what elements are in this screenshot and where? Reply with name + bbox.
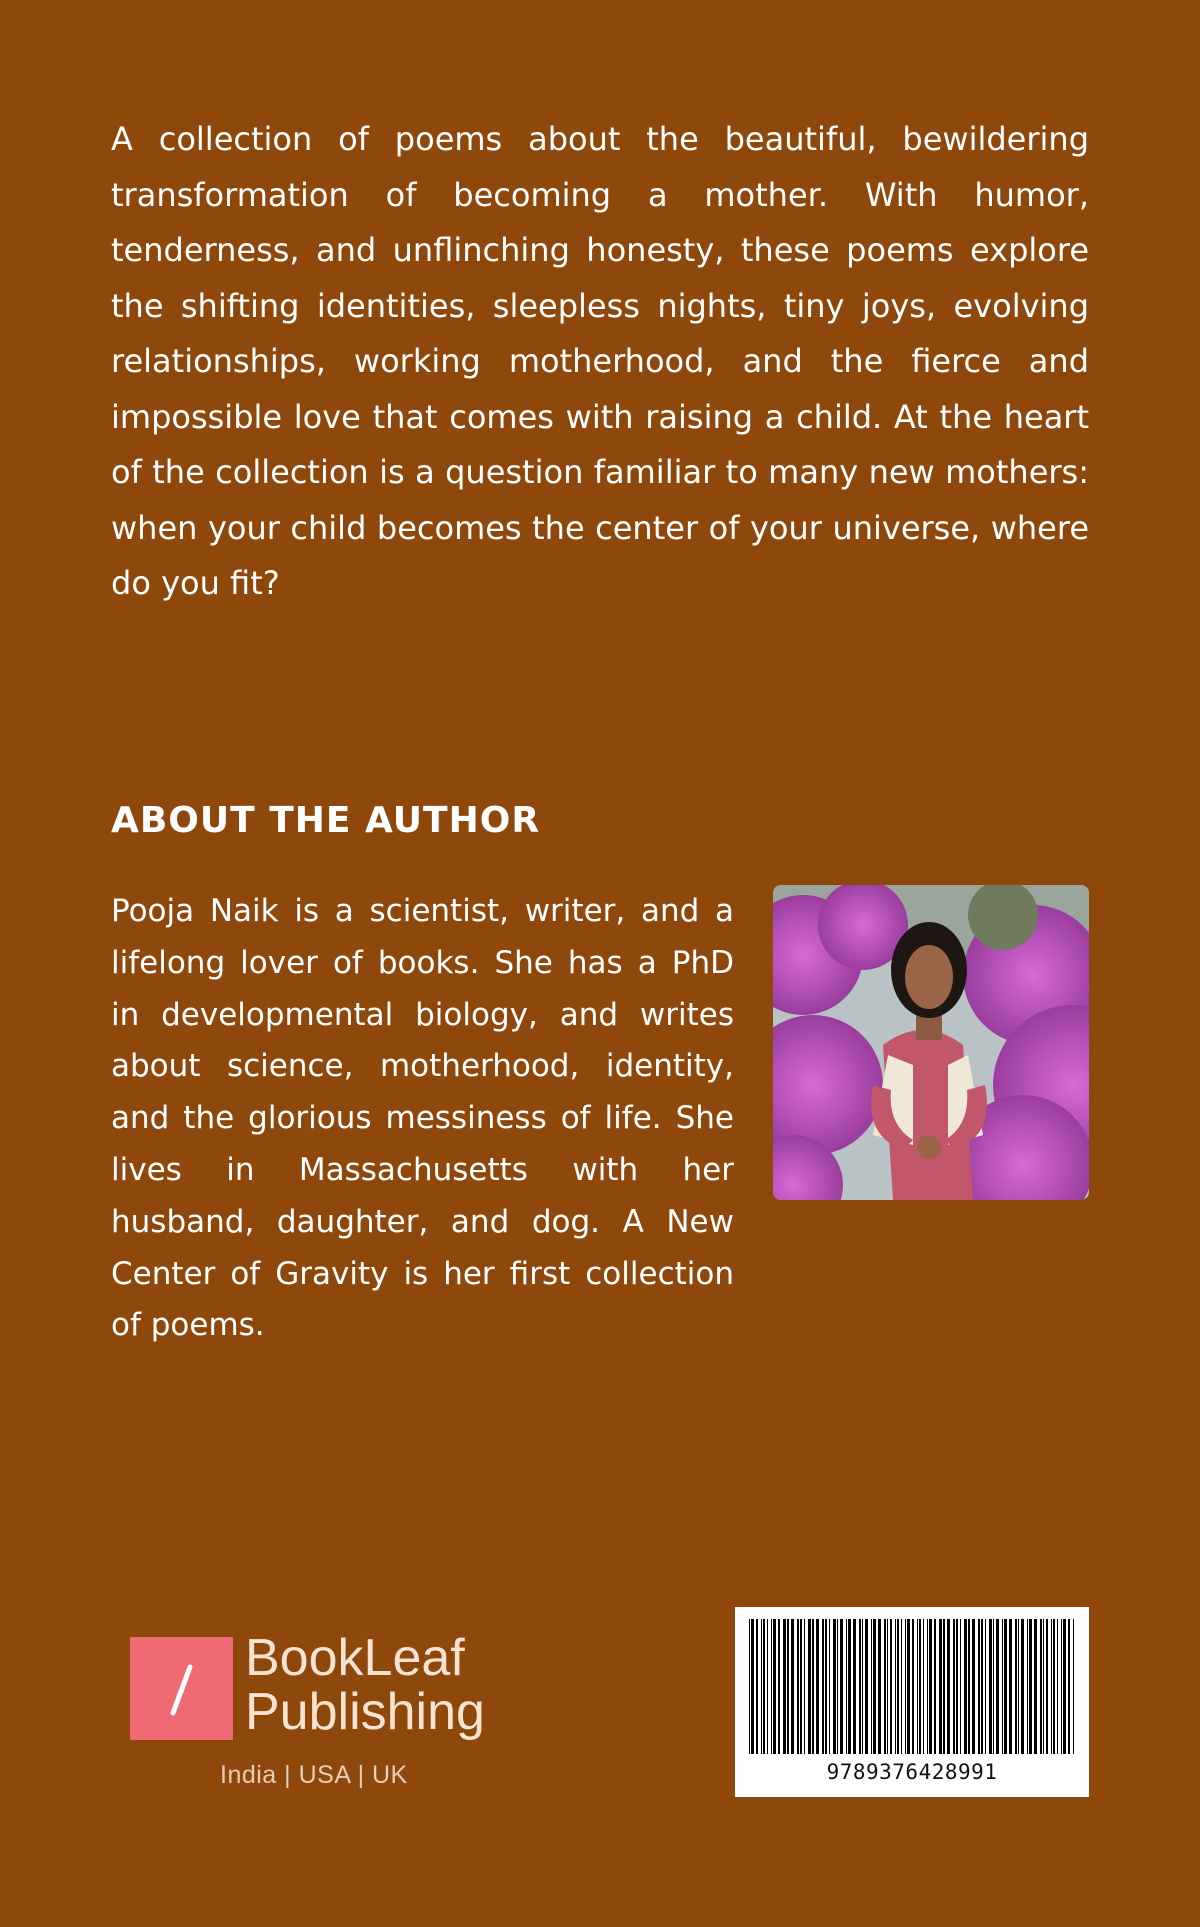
barcode-bar	[804, 1619, 805, 1754]
barcode-bar	[797, 1619, 799, 1754]
barcode-bar	[1034, 1619, 1037, 1754]
barcode-bar	[934, 1619, 936, 1754]
barcode-bar	[873, 1619, 876, 1754]
barcode-bar	[808, 1619, 811, 1754]
barcode-bar	[787, 1619, 789, 1754]
barcode-bar	[887, 1619, 888, 1754]
publisher-name	[245, 1631, 485, 1739]
barcode-bar	[771, 1619, 772, 1754]
barcode-bar	[943, 1619, 945, 1754]
barcode-bar	[1018, 1619, 1019, 1754]
barcode-bar	[761, 1619, 762, 1754]
barcode-bar	[919, 1619, 921, 1754]
barcode-bar	[905, 1619, 906, 1754]
barcode-bar	[972, 1619, 975, 1754]
barcode-bar	[1068, 1619, 1070, 1754]
barcode-bar	[767, 1619, 768, 1754]
barcode-bar	[812, 1619, 814, 1754]
barcode-bar	[773, 1619, 776, 1754]
barcode-bar	[968, 1619, 970, 1754]
isbn-barcode	[735, 1607, 1089, 1797]
barcode-bar	[960, 1619, 961, 1754]
barcode-bar	[929, 1619, 932, 1754]
barcode-bars	[735, 1607, 1089, 1757]
barcode-bar	[1027, 1619, 1028, 1754]
barcode-bar	[865, 1619, 868, 1754]
barcode-bar	[890, 1619, 892, 1754]
barcode-bar	[822, 1619, 824, 1754]
barcode-bar	[895, 1619, 896, 1754]
barcode-bar	[846, 1619, 847, 1754]
barcode-bar	[1009, 1619, 1012, 1754]
barcode-bar	[862, 1619, 863, 1754]
barcode-bar	[907, 1619, 910, 1754]
barcode-bar	[1021, 1619, 1024, 1754]
barcode-bar	[901, 1619, 902, 1754]
barcode-bar	[1057, 1619, 1058, 1754]
barcode-bar	[953, 1619, 955, 1754]
publisher-locations: India | USA | UK	[220, 1761, 408, 1789]
barcode-bar	[783, 1619, 786, 1754]
book-blurb: A collection of poems about the beautiful, bewildering transformation of becoming a mother. With humor, tenderness, and unflinching honesty, these poems explore the shifting identities, sleepless nights, tiny joys, evolving relationships, working motherhood, and the fierce and impossible love that comes with raising a child. At the heart of the collection is a question familiar to many new mothers: when your child becomes the center of your universe, where do you fit?	[111, 120, 1089, 602]
barcode-bar	[859, 1619, 861, 1754]
author-photo	[773, 885, 1089, 1200]
barcode-bar	[1043, 1619, 1044, 1754]
barcode-bar	[939, 1619, 942, 1754]
barcode-bar	[840, 1619, 843, 1754]
barcode-bar	[1063, 1619, 1066, 1754]
barcode-bar	[912, 1619, 914, 1754]
barcode-bar	[837, 1619, 838, 1754]
publisher-name-line2: Publishing	[245, 1683, 485, 1741]
author-bio: Pooja Naik is a scientist, writer, and a lifelong lover of books. She has a PhD in developmental biology, and writes about science, motherhood, identity, and the glorious messiness of life. She lives in Massachusetts with her husband, daughter, and dog. A New Center of Gravity is her first collection of poems.	[111, 893, 734, 1344]
barcode-bar	[897, 1619, 899, 1754]
barcode-bar	[816, 1619, 819, 1754]
author-photo-illustration	[773, 885, 1089, 1200]
barcode-bar	[1002, 1619, 1003, 1754]
barcode-bar	[749, 1619, 750, 1754]
barcode-bar	[825, 1619, 827, 1754]
barcode-bar	[1046, 1619, 1048, 1754]
barcode-bar	[1004, 1619, 1007, 1754]
barcode-bar	[985, 1619, 986, 1754]
barcode-bar	[993, 1619, 994, 1754]
barcode-bar	[1073, 1619, 1074, 1754]
barcode-bar	[871, 1619, 872, 1754]
barcode-bar	[800, 1619, 802, 1754]
barcode-bar	[833, 1619, 836, 1754]
barcode-bar	[848, 1619, 851, 1754]
barcode-bar	[917, 1619, 918, 1754]
barcode-bar	[756, 1619, 758, 1754]
barcode-bar	[981, 1619, 983, 1754]
publisher-logo	[130, 1629, 510, 1797]
barcode-bar	[989, 1619, 992, 1754]
barcode-bar	[853, 1619, 856, 1754]
barcode-bar	[1029, 1619, 1032, 1754]
isbn-number: 9789376428991	[826, 1760, 998, 1784]
barcode-bar	[778, 1619, 780, 1754]
barcode-bar	[1015, 1619, 1017, 1754]
barcode-bar	[1053, 1619, 1055, 1754]
slash-icon	[130, 1637, 233, 1740]
barcode-bar	[1040, 1619, 1042, 1754]
barcode-bar	[884, 1619, 886, 1754]
barcode-bar	[978, 1619, 980, 1754]
barcode-bar	[791, 1619, 794, 1754]
barcode-bar	[763, 1619, 765, 1754]
barcode-bar	[829, 1619, 830, 1754]
barcode-bar	[964, 1619, 967, 1754]
about-author-heading: ABOUT THE AUTHOR	[111, 800, 541, 841]
barcode-bar	[751, 1619, 754, 1754]
barcode-bar	[927, 1619, 928, 1754]
barcode-bar	[923, 1619, 924, 1754]
barcode-bar	[947, 1619, 950, 1754]
barcode-bar	[1051, 1619, 1052, 1754]
barcode-bar	[996, 1619, 999, 1754]
barcode-bar	[878, 1619, 881, 1754]
barcode-bar	[1061, 1619, 1062, 1754]
publisher-name-line1: BookLeaf	[245, 1629, 465, 1687]
barcode-bar	[956, 1619, 958, 1754]
